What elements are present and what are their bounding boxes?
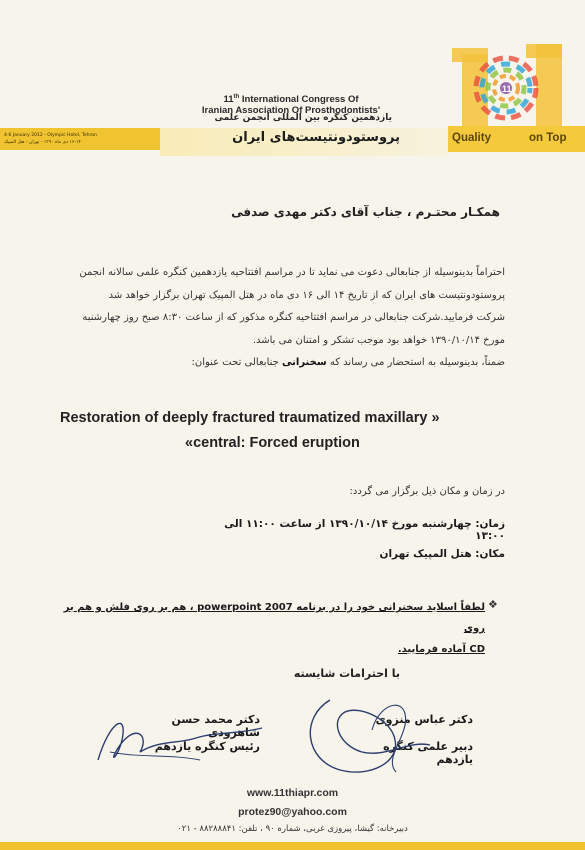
signatory-right-name: دکتر عباس منزوی	[375, 713, 473, 726]
signatory-right-role: دبیر علمی کنگره یازدهم	[383, 740, 473, 766]
email-link[interactable]: protez90@yahoo.com	[238, 806, 347, 818]
header-date-strip	[0, 128, 165, 150]
logo-number: 11	[502, 84, 512, 94]
on-top-text: on Top	[529, 132, 567, 144]
closing-regards: با احترامات شایسته	[293, 667, 400, 680]
paragraph-line	[60, 352, 505, 375]
paragraph-last-suffix: جنابعالی تحت عنوان:	[191, 357, 279, 368]
note-line1-text: لطفاً اسلاید سخنرانی خود را در برنامه powerpoint 2007 ، هم بر روی فلش و هم بر روی	[63, 602, 485, 634]
congress-subtitle-fa: یازدهمین کنگره بین المللی انجمن علمی	[214, 113, 392, 123]
note-line1	[60, 597, 485, 639]
paragraph-line: پروستودونتیست های ایران که از تاریخ ۱۴ الی ۱۶ دی ماه در هتل المپیک تهران برگزار خواهد شد	[108, 289, 505, 301]
congress-ordinal-suffix: th	[233, 94, 240, 100]
lecture-title-line2: «central: Forced eruption	[185, 435, 360, 451]
signatory-left-role: رئیس کنگره یازدهم	[154, 740, 260, 753]
note-line2	[60, 639, 485, 660]
lecture-title	[60, 406, 520, 456]
strip-english-text: 4-6 January 2012 - Olympic Hotel, Tehran	[4, 133, 97, 138]
invitation-paragraph	[60, 262, 505, 375]
schedule-intro: در زمان و مکان ذیل برگزار می گردد:	[349, 486, 505, 497]
handwritten-signature-left-tail	[110, 752, 200, 760]
secretariat-address: دبیرخانه: گیشا، پیروزی غربی، شماره ۹۰ ، تلفن: ۸۸۲۸۸۸۴۱ - ۰۲۱	[177, 824, 408, 834]
lecture-title-line1: Restoration of deeply fractured traumatized maxillary »	[60, 410, 440, 426]
strip-persian-text: ۱۶-۱۴ دی ماه ۱۳۹۰ - تهران - هتل المپیک	[4, 140, 81, 145]
salutation: همکـار محتـرم ، جناب آقای دکتر مهدی صدفی	[231, 205, 500, 219]
note-line2-text: CD آماده فرمایید.	[397, 644, 485, 655]
quality-text: Quality	[452, 132, 491, 144]
time-line: زمان: چهارشنبه مورخ ۱۳۹۰/۱۰/۱۴ از ساعت ۱۱:۰۰ الی ۱۳:۰۰	[224, 518, 505, 542]
paragraph-last-prefix: ضمناً، بدینوسیله به استحضار می رساند که	[329, 357, 505, 368]
congress-title-fa: پروستودونتیست‌های ایران	[232, 130, 400, 145]
place-line: مکان: هتل المپیک تهران	[379, 548, 505, 560]
website-link[interactable]: www.11thiapr.com	[246, 787, 339, 799]
bullet-diamond-icon: ❖	[488, 598, 498, 611]
congress-ordinal: 11	[223, 94, 234, 106]
paragraph-line: شرکت فرمایید.شرکت جنابعالی در مراسم افتتاحیه کنگره مذکور که از ساعت ۸:۳۰ صبح روز چهارشنبه	[82, 312, 505, 323]
footer-accent-bar	[0, 842, 585, 850]
slides-note	[60, 597, 485, 660]
congress-line1: International Congress Of	[239, 94, 359, 106]
lecture-word: سخنرانی	[282, 357, 327, 368]
signatory-left-name: دکتر محمد حسن شاهرودی	[171, 713, 260, 739]
paragraph-line: احتراماً بدینوسیله از جنابعالی دعوت می نماید تا در مراسم افتتاحیه یازدهمین کنگره علمی سالانه انجمن	[79, 267, 505, 278]
congress-line2: Iranian Association Of Prosthodontists'	[201, 105, 381, 117]
paragraph-line: مورخ ۱۳۹۰/۱۰/۱۴ خواهد بود موجب تشکر و امتنان می باشد.	[252, 334, 505, 346]
